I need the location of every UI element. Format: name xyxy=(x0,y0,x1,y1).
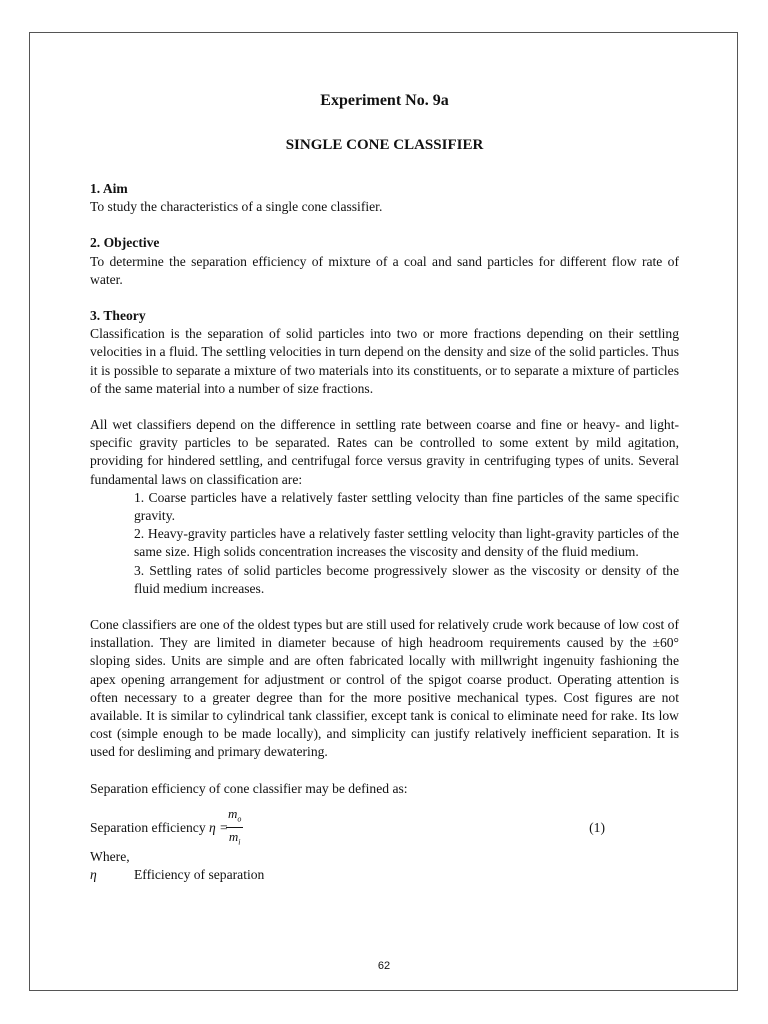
theory-paragraph-4: Separation efficiency of cone classifier may be defined as: xyxy=(90,780,408,796)
theory-heading: 3. Theory xyxy=(90,308,146,324)
objective-heading: 2. Objective xyxy=(90,235,160,251)
theory-paragraph-3: Cone classifiers are one of the oldest types but are still used for relatively crude work because of low cost of installation. They are limited in diameter because of high headroom requirements caused by the ±60° sloping sides. Units are simple and are often fabricated locally with millwright ingenuity fashioning the apex opening arrangement for adjustment or control of the spigot coarse product. Operating attention is often necessary to a greater degree than for the more positive mechanical types. Cost figures are not available. It is similar to cylindrical tank classifier, except tank is conical to eliminate need for rake. Its low cost (simple enough to be made locally), and simplicity can justify relatively inefficient separation. It is used for desliming and primary dewatering. xyxy=(90,617,679,760)
equation-number: (1) xyxy=(589,819,605,835)
experiment-title: Experiment No. 9a xyxy=(320,92,449,109)
law-item-3: 3. Settling rates of solid particles become progressively slower as the viscosity or density of the fluid medium increases. xyxy=(134,562,679,596)
document-subtitle: SINGLE CONE CLASSIFIER xyxy=(285,137,484,153)
definition-row xyxy=(90,866,679,884)
objective-text: To determine the separation efficiency of mixture of a coal and sand particles for different flow rate of water. xyxy=(90,253,679,287)
equation-symbol: η = xyxy=(209,819,229,835)
equation-label: Separation efficiency xyxy=(90,819,206,835)
aim-text: To study the characteristics of a single cone classifier. xyxy=(90,199,383,215)
document-body xyxy=(90,92,679,884)
aim-heading: 1. Aim xyxy=(90,181,128,196)
page-number: 62 xyxy=(377,960,391,972)
fraction-denominator: $m_i$ xyxy=(228,829,241,848)
theory-paragraph-1: Classification is the separation of solid particles into two or more fractions depending on their settling velocities in a fluid. The settling velocities in turn depend on the density and size of the solid particles. Thus it is possible to separate a mixture of two materials into its constituents, or to separate a mixture of particles of the same material into a number of size fractions. xyxy=(90,326,679,396)
fraction-numerator: $m_o$ xyxy=(226,806,243,829)
definition-symbol: η xyxy=(90,867,97,883)
law-item-2: 2. Heavy-gravity particles have a relatively faster settling velocity than light-gravity particles of the same size. High solids concentration increases the viscosity and density of the fluid medium. xyxy=(134,526,679,560)
where-label: Where, xyxy=(90,848,130,864)
law-item-1: 1. Coarse particles have a relatively faster settling velocity than fine particles of the same specific gravity. xyxy=(134,489,679,524)
theory-paragraph-2: All wet classifiers depend on the difference in settling rate between coarse and fine or heavy- and light-specific gravity particles to be separated. Rates can be controlled to some extent by mild agitation, providing for hindered settling, and centrifugal force versus gravity in centrifuging types of units. Several fundamental laws on classification are: xyxy=(90,417,679,487)
definition-text: Efficiency of separation xyxy=(134,867,265,883)
efficiency-equation xyxy=(90,805,679,848)
equation-fraction xyxy=(226,806,243,852)
